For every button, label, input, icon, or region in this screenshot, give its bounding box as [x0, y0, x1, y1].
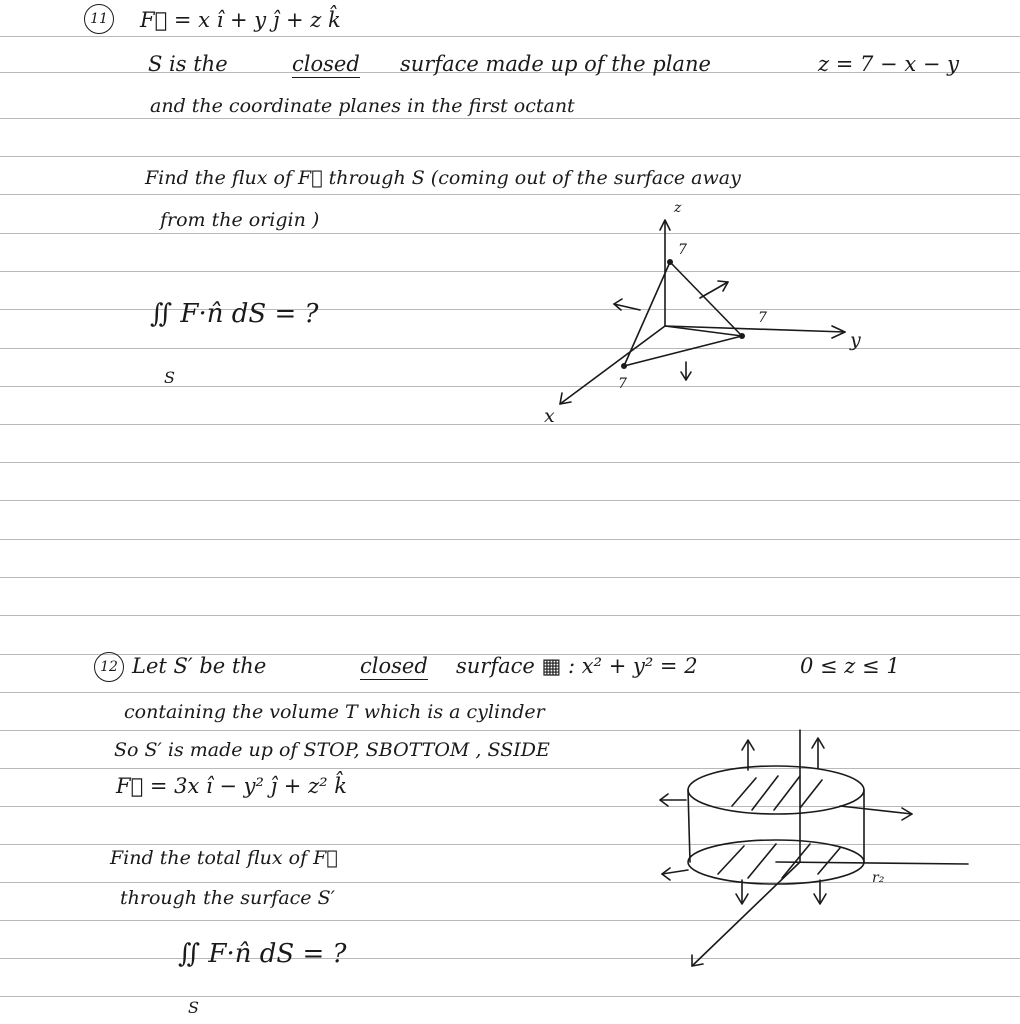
x-axis [692, 862, 800, 966]
statement-s-is-the: S is the [148, 52, 228, 76]
underlined-closed: closed [360, 654, 428, 678]
find-flux-line-1: Find the flux of F⃗ through S (coming out of the surface away [145, 167, 741, 189]
x-intercept-label: 7 [618, 376, 627, 392]
integral-subscript: S [164, 368, 175, 387]
underlined-closed: closed [292, 52, 360, 76]
x-axis-label: x [544, 405, 555, 427]
find-flux-line-1: Find the total flux of F⃗ [110, 847, 338, 869]
integral-subscript: S [188, 998, 199, 1017]
flux-integral: ∬ F·n̂ dS = ? [178, 939, 347, 969]
cylinder-side [688, 790, 690, 862]
z-axis-label: z [674, 200, 682, 216]
statement-rest: surface made up of the plane [400, 52, 711, 76]
problem-number: 11 [84, 4, 114, 34]
y-intercept-label: 7 [758, 310, 767, 326]
statement-let-s: Let S′ be the [132, 654, 267, 678]
statement-line-3: So S′ is made up of STOP, SBOTTOM , SSIDE [114, 739, 550, 761]
statement-line-2: containing the volume T which is a cylinder [124, 701, 545, 723]
plane-equation: z = 7 − x − y [818, 52, 959, 76]
y-axis [776, 862, 968, 864]
find-flux-line-2: from the origin ) [160, 209, 320, 231]
vector-field: F⃗ = x î + y ĵ + z k̂ [140, 8, 341, 32]
find-flux-line-2: through the surface S′ [120, 887, 335, 909]
cylinder-equation: surface ▦ : x² + y² = 2 [456, 654, 698, 678]
flux-integral: ∬ F·n̂ dS = ? [150, 299, 319, 329]
problem-number: 12 [94, 652, 124, 682]
vector-field: F⃗ = 3x î − y² ĵ + z² k̂ [116, 774, 347, 798]
z-intercept-label: 7 [678, 242, 687, 258]
statement-line-2: and the coordinate planes in the first octant [150, 95, 575, 117]
z-range: 0 ≤ z ≤ 1 [800, 654, 900, 678]
radius-label: r₂ [872, 870, 885, 886]
y-axis-label: y [850, 329, 861, 351]
